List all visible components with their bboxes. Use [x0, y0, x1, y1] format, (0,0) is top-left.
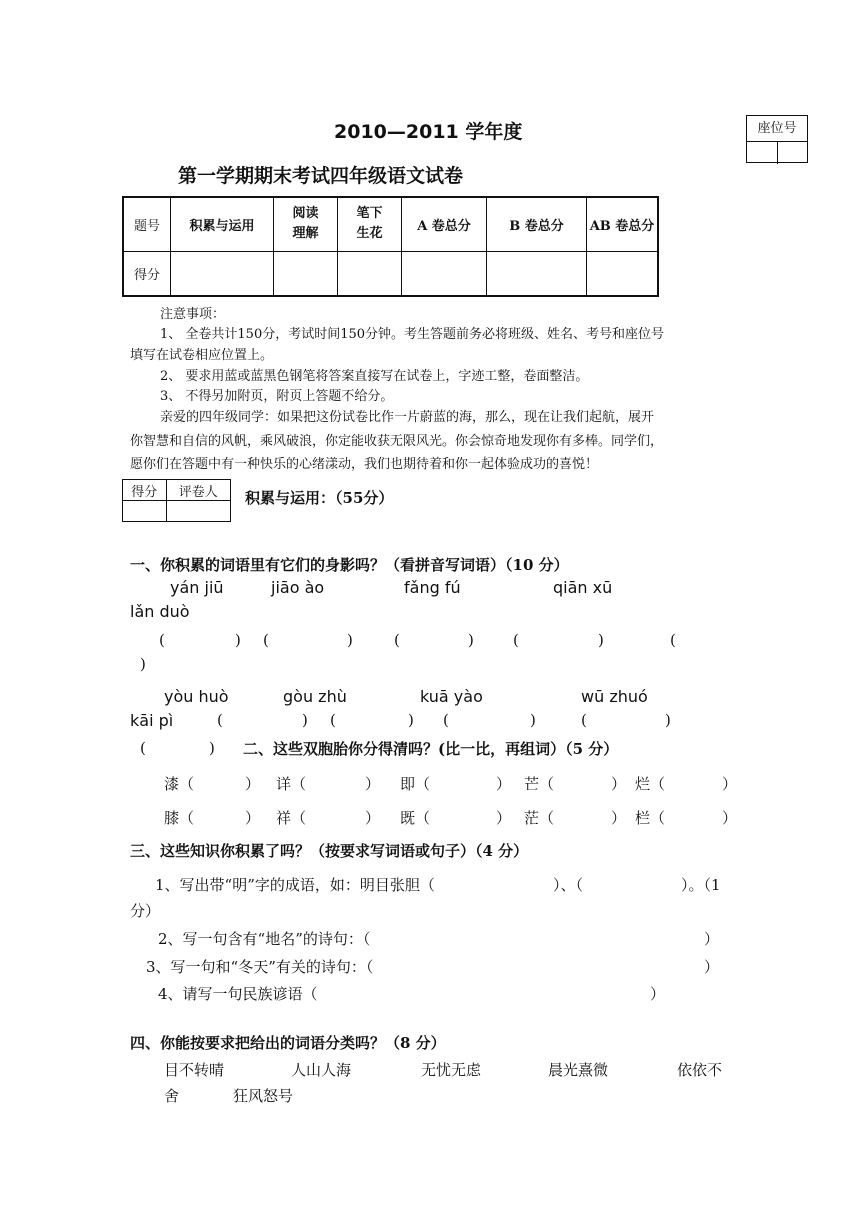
- answer-bracket: (: [217, 711, 223, 729]
- pinyin: fǎng fú: [404, 578, 461, 597]
- compare-word: 详（: [276, 775, 307, 793]
- score-cell[interactable]: [402, 251, 487, 296]
- q3-item-1-cont: 分）: [130, 902, 161, 920]
- q3-item-2: 2、写一句含有“地名”的诗句：（: [158, 930, 371, 948]
- compare-word: 芒（: [524, 775, 555, 793]
- pinyin: gòu zhù: [283, 687, 347, 706]
- page-title: 第一学期期末考试四年级语文试卷: [178, 165, 464, 187]
- seat-number-label: 座位号: [747, 116, 807, 142]
- q3-item-1-mid: ）、（: [553, 876, 584, 894]
- q3-item-3: 3、写一句和“冬天”有关的诗句：（: [146, 958, 374, 976]
- pinyin: kāi pì: [130, 711, 174, 730]
- exam-year: 2010—2011 学年度: [334, 121, 523, 143]
- q3-close-bracket: ）: [704, 958, 720, 976]
- grading-box: [122, 479, 231, 522]
- compare-word: 祥（: [276, 809, 307, 827]
- classify-word: 狂风怒号: [233, 1087, 294, 1105]
- pinyin: jiāo ào: [271, 578, 325, 597]
- classify-word: 人山人海: [291, 1061, 352, 1079]
- compare-word: 漆（: [164, 775, 195, 793]
- pinyin: yán jiū: [170, 578, 224, 597]
- greeting-line-2: 你智慧和自信的风帆，乘风破浪，你定能收获无限风光。你会惊奇地发现你有多棒。同学们，: [130, 434, 664, 449]
- compare-word: 既（: [400, 809, 431, 827]
- compare-bracket: ）: [496, 809, 512, 827]
- q3-close-bracket: ）: [650, 985, 666, 1003]
- classify-word: 晨光熹微: [548, 1061, 609, 1079]
- compare-bracket: ）: [722, 809, 738, 827]
- compare-word: 膝（: [164, 809, 195, 827]
- col-reading-l2: 理解: [292, 226, 319, 242]
- col-ab-total: AB 卷总分: [587, 197, 659, 251]
- notes-heading: 注意事项：: [160, 307, 226, 322]
- answer-bracket: (: [330, 711, 336, 729]
- compare-bracket: ）: [245, 775, 261, 793]
- question-3-title: 三、这些知识你积累了吗？（按要求写词语或句子）（4 分）: [130, 842, 529, 860]
- note-item-2: 2、 要求用蓝或蓝黑色钢笔将答案直接写在试卷上，字迹工整，卷面整洁。: [160, 369, 589, 384]
- score-table: [122, 196, 659, 297]
- answer-bracket: ): [468, 631, 474, 649]
- pinyin: wū zhuó: [581, 687, 648, 706]
- answer-bracket: ): [235, 631, 241, 649]
- compare-bracket: ）: [496, 775, 512, 793]
- answer-bracket: (: [513, 631, 519, 649]
- classify-word: 目不转晴: [164, 1061, 225, 1079]
- col-a-total: A 卷总分: [402, 197, 487, 251]
- pinyin: kuā yào: [420, 687, 483, 706]
- score-cell[interactable]: [487, 251, 587, 296]
- answer-bracket: (: [159, 631, 165, 649]
- part-a-title: 积累与运用：（55分）: [245, 489, 394, 507]
- answer-bracket: (: [443, 711, 449, 729]
- grade-score-cell[interactable]: [123, 501, 167, 522]
- compare-bracket: ）: [611, 775, 627, 793]
- classify-word: 舍: [164, 1087, 180, 1105]
- col-b-total: B 卷总分: [487, 197, 587, 251]
- answer-bracket: ): [302, 711, 308, 729]
- row-header-score: 得分: [123, 251, 171, 296]
- answer-bracket: ): [209, 739, 215, 757]
- seat-number-box: [746, 115, 808, 163]
- question-4-title: 四、你能按要求把给出的词语分类吗？（8 分）: [130, 1034, 446, 1052]
- answer-bracket: (: [581, 711, 587, 729]
- q3-close-bracket: ）: [704, 930, 720, 948]
- question-1-title: 一、你积累的词语里有它们的身影吗？（看拼音写词语）（10 分）: [130, 556, 569, 574]
- compare-word: 即（: [400, 775, 431, 793]
- grade-grader-label: 评卷人: [166, 480, 230, 501]
- col-reading-l1: 阅读: [292, 206, 319, 222]
- col-writing-l2: 生花: [356, 226, 383, 242]
- score-cell[interactable]: [274, 251, 338, 296]
- answer-bracket: (: [670, 631, 676, 649]
- compare-word: 烂（: [635, 775, 666, 793]
- col-reading: [274, 197, 338, 251]
- greeting-line-3: 愿你们在答题中有一种快乐的心绪漾动，我们也期待着和你一起体验成功的喜悦！: [130, 457, 599, 472]
- row-header-question: 题号: [123, 197, 171, 251]
- compare-word: 茫（: [524, 809, 555, 827]
- answer-bracket: ): [530, 711, 536, 729]
- classify-word: 无忧无虑: [421, 1061, 482, 1079]
- pinyin: qiān xū: [553, 578, 613, 597]
- answer-bracket: ): [598, 631, 604, 649]
- q3-item-4: 4、请写一句民族谚语（: [158, 985, 318, 1003]
- score-cell[interactable]: [587, 251, 659, 296]
- grade-grader-cell[interactable]: [166, 501, 230, 522]
- answer-bracket: (: [394, 631, 400, 649]
- col-writing: [338, 197, 402, 251]
- answer-bracket: ): [408, 711, 414, 729]
- pinyin: yòu huò: [164, 687, 229, 706]
- note-item-1: 1、 全卷共计150分，考试时间150分钟。考生答题前务必将班级、姓名、考号和座位号: [160, 327, 665, 342]
- col-accumulation: 积累与运用: [171, 197, 274, 251]
- classify-word: 依依不: [677, 1061, 723, 1079]
- compare-bracket: ）: [722, 775, 738, 793]
- grade-score-label: 得分: [123, 480, 167, 501]
- compare-word: 栏（: [635, 809, 666, 827]
- answer-bracket: ): [347, 631, 353, 649]
- score-cell[interactable]: [338, 251, 402, 296]
- greeting-line-1: 亲爱的四年级同学：如果把这份试卷比作一片蔚蓝的海，那么，现在让我们起航，展开: [160, 410, 655, 425]
- answer-bracket: (: [140, 739, 146, 757]
- q3-item-1-end: ）。（1: [681, 876, 721, 894]
- compare-bracket: ）: [365, 775, 381, 793]
- seat-number-cell[interactable]: [777, 142, 808, 164]
- seat-number-cell[interactable]: [747, 142, 777, 164]
- compare-bracket: ）: [365, 809, 381, 827]
- question-2-title: 二、这些双胞胎你分得清吗？(比一比，再组词）（5 分）: [243, 740, 619, 758]
- compare-bracket: ）: [611, 809, 627, 827]
- note-item-3: 3、 不得另加附页，附页上答题不给分。: [160, 389, 394, 404]
- answer-bracket: ): [140, 655, 146, 673]
- answer-bracket: ): [665, 711, 671, 729]
- answer-bracket: (: [263, 631, 269, 649]
- score-cell[interactable]: [171, 251, 274, 296]
- compare-bracket: ）: [245, 809, 261, 827]
- col-writing-l1: 笔下: [356, 206, 383, 222]
- q3-item-1: 1、写出带“明”字的成语，如：明目张胆（: [155, 876, 435, 894]
- pinyin: lǎn duò: [130, 602, 190, 621]
- note-item-1-cont: 填写在试卷相应位置上。: [130, 348, 274, 363]
